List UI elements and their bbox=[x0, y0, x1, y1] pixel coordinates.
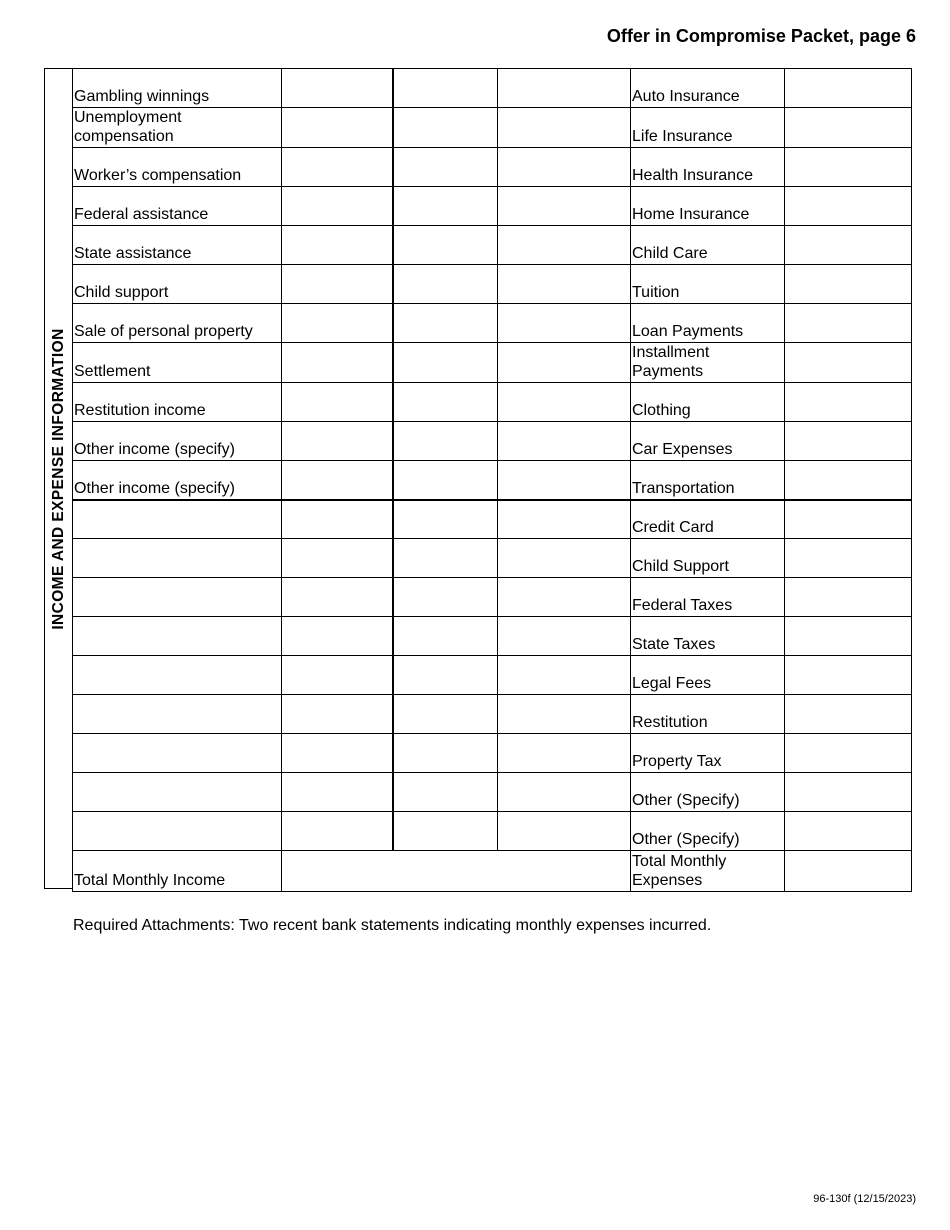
expense-label-cell: Car Expenses bbox=[631, 422, 785, 461]
expense-amount-cell[interactable] bbox=[785, 108, 912, 148]
income-amount-cell[interactable] bbox=[282, 656, 393, 695]
expense-label-cell: Property Tax bbox=[631, 734, 785, 773]
income-amount-cell[interactable] bbox=[282, 773, 393, 812]
income-amount-cell[interactable] bbox=[498, 343, 631, 383]
income-amount-cell[interactable] bbox=[498, 500, 631, 539]
income-amount-cell[interactable] bbox=[393, 187, 498, 226]
income-amount-cell[interactable] bbox=[393, 578, 498, 617]
expense-amount-cell[interactable] bbox=[785, 304, 912, 343]
table-row bbox=[73, 343, 912, 383]
income-amount-cell[interactable] bbox=[282, 265, 393, 304]
income-amount-cell[interactable] bbox=[282, 383, 393, 422]
expense-amount-cell[interactable] bbox=[785, 539, 912, 578]
expense-label-cell: Credit Card bbox=[631, 500, 785, 539]
income-amount-cell[interactable] bbox=[393, 812, 498, 851]
income-source-cell[interactable] bbox=[73, 617, 282, 656]
income-source-cell[interactable] bbox=[73, 734, 282, 773]
income-amount-cell[interactable] bbox=[498, 304, 631, 343]
table-row bbox=[73, 773, 912, 812]
expense-amount-cell[interactable] bbox=[785, 265, 912, 304]
table-row bbox=[73, 304, 912, 343]
income-source-cell[interactable]: Sale of personal property bbox=[73, 304, 282, 343]
income-source-cell[interactable] bbox=[73, 656, 282, 695]
table-row bbox=[73, 539, 912, 578]
income-source-cell[interactable] bbox=[73, 812, 282, 851]
expense-amount-cell[interactable] bbox=[785, 773, 912, 812]
income-amount-cell[interactable] bbox=[393, 617, 498, 656]
income-amount-cell[interactable] bbox=[282, 343, 393, 383]
income-source-cell[interactable]: Other income (specify) bbox=[73, 461, 282, 500]
table-row bbox=[73, 148, 912, 187]
total-expenses-value[interactable] bbox=[785, 851, 912, 892]
income-amount-cell[interactable] bbox=[282, 734, 393, 773]
income-amount-cell[interactable] bbox=[282, 812, 393, 851]
expense-label-cell: Clothing bbox=[631, 383, 785, 422]
expense-amount-cell[interactable] bbox=[785, 500, 912, 539]
income-amount-cell[interactable] bbox=[393, 695, 498, 734]
expense-label-cell: Loan Payments bbox=[631, 304, 785, 343]
table-row bbox=[73, 69, 912, 108]
income-amount-cell[interactable] bbox=[282, 187, 393, 226]
table-row bbox=[73, 383, 912, 422]
expense-amount-cell[interactable] bbox=[785, 734, 912, 773]
table-row bbox=[73, 656, 912, 695]
income-source-cell[interactable] bbox=[73, 578, 282, 617]
expense-label-cell: Other (Specify) bbox=[631, 812, 785, 851]
table-row bbox=[73, 695, 912, 734]
page-title: Offer in Compromise Packet, page 6 bbox=[606, 26, 916, 46]
income-amount-cell[interactable] bbox=[282, 500, 393, 539]
income-amount-cell[interactable] bbox=[498, 656, 631, 695]
income-amount-cell[interactable] bbox=[498, 734, 631, 773]
income-amount-cell[interactable] bbox=[282, 578, 393, 617]
table-row bbox=[73, 578, 912, 617]
expense-amount-cell[interactable] bbox=[785, 226, 912, 265]
table-row bbox=[73, 617, 912, 656]
income-source-cell[interactable]: Child support bbox=[73, 265, 282, 304]
expense-label-cell: Child Support bbox=[631, 539, 785, 578]
income-amount-cell[interactable] bbox=[498, 773, 631, 812]
table-row bbox=[73, 422, 912, 461]
income-expense-form bbox=[44, 68, 911, 889]
income-amount-cell[interactable] bbox=[282, 539, 393, 578]
income-amount-cell[interactable] bbox=[498, 383, 631, 422]
income-amount-cell[interactable] bbox=[393, 265, 498, 304]
expense-amount-cell[interactable] bbox=[785, 187, 912, 226]
table-row bbox=[73, 812, 912, 851]
income-amount-cell[interactable] bbox=[498, 187, 631, 226]
expense-label-cell: Health Insurance bbox=[631, 148, 785, 187]
section-label: INCOME AND EXPENSE INFORMATION bbox=[49, 327, 67, 630]
income-amount-cell[interactable] bbox=[282, 69, 393, 108]
expense-amount-cell[interactable] bbox=[785, 695, 912, 734]
income-source-cell[interactable]: Other income (specify) bbox=[73, 422, 282, 461]
expense-label-cell: Federal Taxes bbox=[631, 578, 785, 617]
expense-label-cell: State Taxes bbox=[631, 617, 785, 656]
income-amount-cell[interactable] bbox=[498, 226, 631, 265]
totals-row bbox=[73, 851, 912, 892]
total-expenses-label: Total Monthly Expenses bbox=[631, 851, 785, 892]
income-amount-cell[interactable] bbox=[498, 539, 631, 578]
income-source-cell[interactable]: Federal assistance bbox=[73, 187, 282, 226]
income-source-cell[interactable] bbox=[73, 500, 282, 539]
table-row bbox=[73, 226, 912, 265]
table-row bbox=[73, 265, 912, 304]
income-expense-table bbox=[72, 68, 912, 892]
income-amount-cell[interactable] bbox=[282, 695, 393, 734]
income-amount-cell[interactable] bbox=[498, 108, 631, 148]
income-amount-cell[interactable] bbox=[498, 461, 631, 500]
income-amount-cell[interactable] bbox=[282, 304, 393, 343]
expense-label-cell: Transportation bbox=[631, 461, 785, 500]
expense-label-cell: Legal Fees bbox=[631, 656, 785, 695]
income-source-cell[interactable] bbox=[73, 695, 282, 734]
section-label-box bbox=[44, 68, 72, 889]
income-source-cell[interactable] bbox=[73, 539, 282, 578]
income-amount-cell[interactable] bbox=[498, 265, 631, 304]
income-amount-cell[interactable] bbox=[282, 461, 393, 500]
expense-amount-cell[interactable] bbox=[785, 148, 912, 187]
total-income-value[interactable] bbox=[282, 851, 631, 892]
expense-amount-cell[interactable] bbox=[785, 422, 912, 461]
expense-label-cell: Restitution bbox=[631, 695, 785, 734]
income-amount-cell[interactable] bbox=[498, 422, 631, 461]
income-amount-cell[interactable] bbox=[498, 578, 631, 617]
expense-amount-cell[interactable] bbox=[785, 69, 912, 108]
income-amount-cell[interactable] bbox=[393, 734, 498, 773]
income-amount-cell[interactable] bbox=[393, 461, 498, 500]
total-income-label: Total Monthly Income bbox=[73, 851, 282, 892]
income-amount-cell[interactable] bbox=[393, 343, 498, 383]
income-amount-cell[interactable] bbox=[393, 773, 498, 812]
income-source-cell[interactable]: State assistance bbox=[73, 226, 282, 265]
income-amount-cell[interactable] bbox=[393, 383, 498, 422]
income-source-cell[interactable]: Restitution income bbox=[73, 383, 282, 422]
expense-amount-cell[interactable] bbox=[785, 343, 912, 383]
expense-amount-cell[interactable] bbox=[785, 617, 912, 656]
income-source-cell[interactable]: Worker’s compensation bbox=[73, 148, 282, 187]
expense-label-cell: Auto Insurance bbox=[631, 69, 785, 108]
income-amount-cell[interactable] bbox=[498, 69, 631, 108]
income-amount-cell[interactable] bbox=[498, 695, 631, 734]
expense-label-cell: Life Insurance bbox=[631, 108, 785, 148]
table-row bbox=[73, 461, 912, 500]
expense-amount-cell[interactable] bbox=[785, 578, 912, 617]
income-amount-cell[interactable] bbox=[393, 304, 498, 343]
income-amount-cell[interactable] bbox=[282, 422, 393, 461]
required-attachments-note: Required Attachments: Two recent bank statements indicating monthly expenses incurred. bbox=[73, 917, 712, 934]
income-amount-cell[interactable] bbox=[393, 148, 498, 187]
income-amount-cell[interactable] bbox=[393, 539, 498, 578]
expense-amount-cell[interactable] bbox=[785, 461, 912, 500]
income-amount-cell[interactable] bbox=[282, 617, 393, 656]
income-amount-cell[interactable] bbox=[393, 69, 498, 108]
income-amount-cell[interactable] bbox=[282, 226, 393, 265]
income-amount-cell[interactable] bbox=[393, 656, 498, 695]
income-amount-cell[interactable] bbox=[282, 148, 393, 187]
income-source-cell[interactable]: Unemployment compensation bbox=[73, 108, 282, 148]
form-code: 96-130f (12/15/2023) bbox=[813, 1193, 916, 1205]
income-amount-cell[interactable] bbox=[498, 148, 631, 187]
income-amount-cell[interactable] bbox=[393, 226, 498, 265]
table-row bbox=[73, 500, 912, 539]
expense-label-cell: Child Care bbox=[631, 226, 785, 265]
income-amount-cell[interactable] bbox=[393, 422, 498, 461]
income-source-cell[interactable] bbox=[73, 773, 282, 812]
income-amount-cell[interactable] bbox=[498, 617, 631, 656]
table-row bbox=[73, 108, 912, 148]
income-amount-cell[interactable] bbox=[498, 812, 631, 851]
expense-amount-cell[interactable] bbox=[785, 656, 912, 695]
income-amount-cell[interactable] bbox=[282, 108, 393, 148]
income-source-cell[interactable]: Gambling winnings bbox=[73, 69, 282, 108]
expense-label-cell: Tuition bbox=[631, 265, 785, 304]
income-amount-cell[interactable] bbox=[393, 108, 498, 148]
expense-amount-cell[interactable] bbox=[785, 812, 912, 851]
expense-label-cell: Installment Payments bbox=[631, 343, 785, 383]
expense-label-cell: Other (Specify) bbox=[631, 773, 785, 812]
expense-amount-cell[interactable] bbox=[785, 383, 912, 422]
income-source-cell[interactable]: Settlement bbox=[73, 343, 282, 383]
income-amount-cell[interactable] bbox=[393, 500, 498, 539]
expense-label-cell: Home Insurance bbox=[631, 187, 785, 226]
table-row bbox=[73, 187, 912, 226]
table-row bbox=[73, 734, 912, 773]
